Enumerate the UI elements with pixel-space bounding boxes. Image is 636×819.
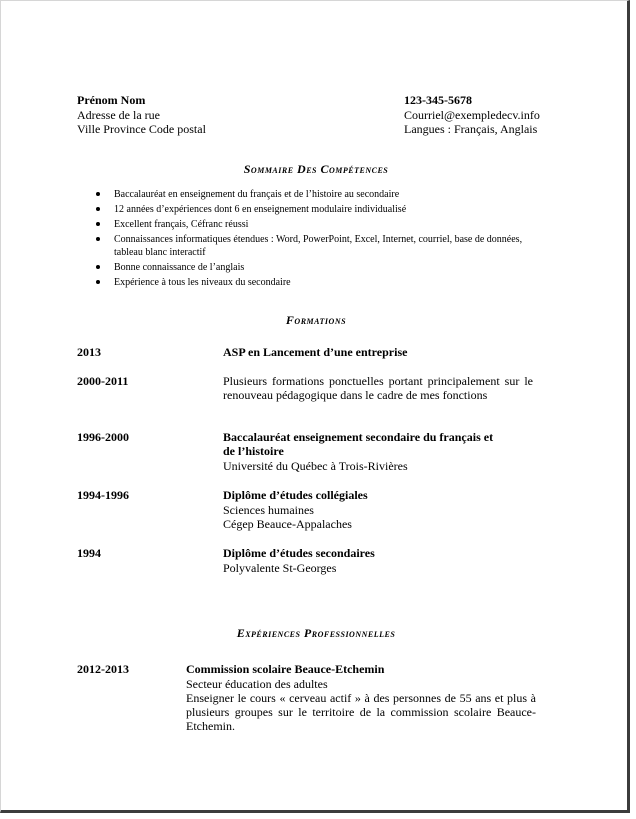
experience-year: 2012-2013	[77, 662, 129, 676]
skill-item: Connaissances informatiques étendues : Word, PowerPoint, Excel, Internet, courriel, base de données, tableau blanc interactif	[96, 233, 546, 259]
experience-sector: Secteur éducation des adultes	[186, 677, 328, 691]
education-title: Diplôme d’études secondaires	[223, 546, 375, 560]
languages: Langues : Français, Anglais	[404, 122, 538, 136]
name: Prénom Nom	[77, 93, 146, 107]
education-program: Sciences humaines	[223, 503, 314, 517]
skills-heading: Sommaire Des Compétences	[243, 162, 389, 176]
education-year: 1996-2000	[77, 430, 129, 444]
education-year: 2013	[77, 345, 101, 359]
education-year: 1994-1996	[77, 488, 129, 502]
skill-item: Bonne connaissance de l’anglais	[96, 261, 546, 274]
phone: 123-345-5678	[404, 93, 472, 107]
education-school: Cégep Beauce-Appalaches	[223, 517, 352, 531]
skill-item: 12 années d’expériences dont 6 en enseignement modulaire individualisé	[96, 203, 546, 216]
skill-item: Expérience à tous les niveaux du secondaire	[96, 276, 546, 289]
education-year: 1994	[77, 546, 101, 560]
experience-description: Enseigner le cours « cerveau actif » à des personnes de 55 ans et plus à plusieurs groupes sur le territoire de la commission scolaire Beauce-Etchemin.	[186, 691, 536, 733]
education-title: ASP en Lancement d’une entreprise	[223, 345, 408, 359]
education-year: 2000-2011	[77, 374, 129, 388]
email: Courriel@exempledecv.info	[404, 108, 540, 122]
education-heading: Formations	[285, 313, 347, 327]
education-description: Plusieurs formations ponctuelles portant principalement sur le renouveau pédagogique dans le cadre de mes fonctions	[223, 374, 533, 402]
experience-employer: Commission scolaire Beauce-Etchemin	[186, 662, 385, 676]
education-title: Baccalauréat enseignement secondaire du français et de l’histoire	[223, 430, 494, 458]
skill-item: Excellent français, Céfranc réussi	[96, 218, 546, 231]
education-school: Université du Québec à Trois-Rivières	[223, 459, 408, 473]
street-address: Adresse de la rue	[77, 108, 160, 122]
skill-item: Baccalauréat en enseignement du français et de l’histoire au secondaire	[96, 188, 546, 201]
skills-list	[96, 188, 546, 291]
education-title: Diplôme d’études collégiales	[223, 488, 368, 502]
education-school: Polyvalente St-Georges	[223, 561, 337, 575]
city-address: Ville Province Code postal	[77, 122, 206, 136]
experience-heading: Expériences Professionnelles	[236, 626, 396, 640]
